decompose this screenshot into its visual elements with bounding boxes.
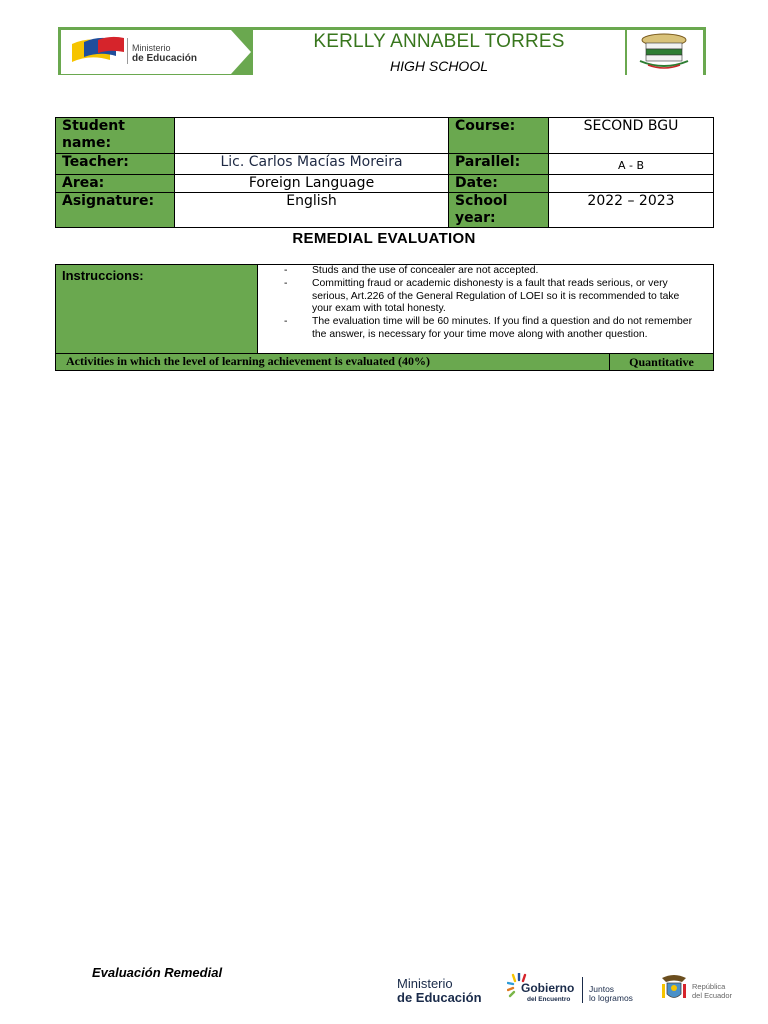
gobierno-title: Gobierno: [521, 981, 575, 995]
juntos-line-1: Juntos: [589, 984, 615, 994]
area-label: Area:: [56, 175, 175, 193]
republica-line-1: República: [692, 982, 726, 991]
bullet-dash: -: [284, 265, 288, 276]
ministry-line-1: Ministerio: [132, 43, 171, 53]
course-value: SECOND BGU: [549, 118, 714, 154]
parallel-label: Parallel:: [449, 154, 549, 175]
instruction-text: Committing fraud or academic dishonesty is a fault that reads serious, or very serious, Art.226 of the General Regulation of LOEI so it is recommended to take your exam with total honesty.: [312, 277, 680, 315]
date-field[interactable]: [549, 175, 714, 193]
republica-line-2: del Ecuador: [692, 990, 733, 1000]
juntos-slogan: [589, 985, 633, 1003]
date-label: Date:: [449, 175, 549, 193]
gobierno-subtitle: del Encuentro: [527, 996, 571, 1003]
instruction-item: [284, 316, 701, 342]
bullet-dash: -: [284, 277, 288, 289]
school-subtitle: HIGH SCHOOL: [389, 58, 488, 74]
instruction-text: The evaluation time will be 60 minutes. If you find a question and do not remember the answer, is necessary for your time move along with another question.: [312, 316, 693, 340]
ecuador-coat-of-arms-icon: [660, 974, 688, 1004]
footer-ministry-line-2: de Educación: [397, 990, 482, 1005]
bullet-dash: -: [284, 316, 288, 328]
student-name-label: Student name:: [56, 118, 175, 154]
subject-label: Asignature:: [56, 193, 175, 228]
parallel-value: A - B: [549, 154, 714, 175]
student-name-field[interactable]: [175, 118, 449, 154]
instruction-item: [284, 265, 701, 278]
subject-value: English: [175, 193, 449, 228]
gobierno-logo-text: [521, 983, 574, 1005]
footer-ministry-line-1: Ministerio: [397, 976, 453, 991]
school-crest-icon: [636, 31, 692, 73]
juntos-line-2: lo logramos: [589, 993, 633, 1003]
ministry-divider: [127, 38, 128, 64]
school-year-label: School year:: [449, 193, 549, 228]
teacher-value: Lic. Carlos Macías Moreira: [175, 154, 449, 175]
ministry-logo-text: [132, 43, 197, 64]
republica-text: [692, 983, 732, 1000]
school-name: KERLLY ANNABEL TORRES: [313, 31, 565, 52]
area-value: Foreign Language: [175, 175, 449, 193]
ministry-line-2: de Educación: [132, 53, 198, 64]
teacher-label: Teacher:: [56, 154, 175, 175]
footer-label: Evaluación Remedial: [92, 965, 223, 980]
footer-divider: [582, 977, 583, 1003]
school-year-value: 2022 – 2023: [549, 193, 714, 228]
activities-header: Activities in which the level of learning achievement is evaluated (40%): [56, 354, 610, 371]
quantitative-header: Quantitative: [610, 354, 714, 371]
instructions-label: Instruccions:: [56, 265, 258, 354]
page-title: REMEDIAL EVALUATION: [292, 230, 476, 247]
instruction-item: [284, 278, 701, 316]
footer-ministry-logo: [397, 977, 482, 1005]
instructions-list: [258, 265, 714, 354]
student-info-table: [55, 117, 714, 228]
ministry-flag-logo-icon: [70, 34, 126, 66]
instructions-table: [55, 264, 714, 371]
course-label: Course:: [449, 118, 549, 154]
instruction-text: Studs and the use of concealer are not accepted.: [312, 265, 539, 276]
